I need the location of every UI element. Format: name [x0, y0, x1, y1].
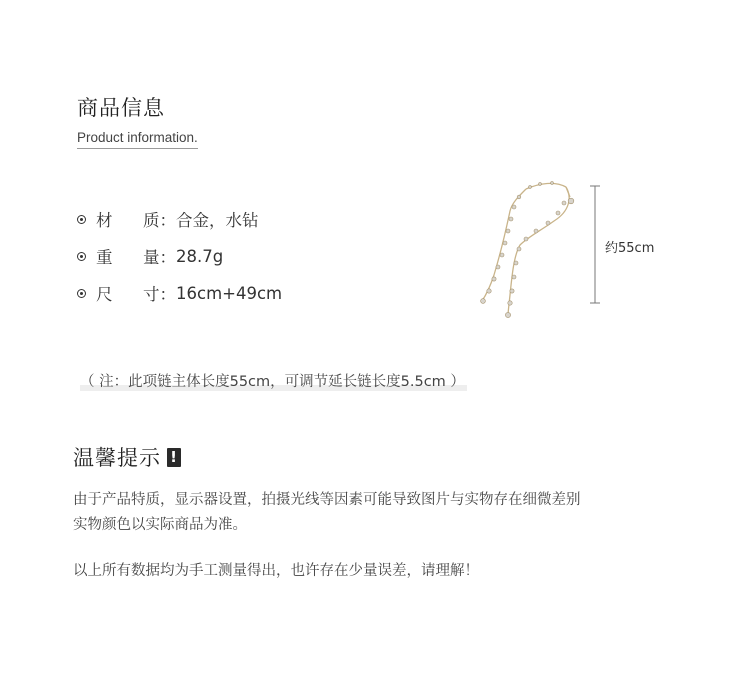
length-note: （ 注：此项链主体长度55cm，可调节延长链长度5.5cm ）: [80, 370, 467, 391]
dimension-label: 约55cm: [605, 241, 655, 256]
spec-label: 尺 寸：: [96, 285, 176, 304]
exclamation-icon: !: [167, 448, 181, 467]
product-info-title: 商品信息: [77, 96, 165, 120]
necklace-image: [470, 175, 670, 325]
product-info-subtitle: Product information.: [77, 130, 198, 149]
spec-value: 合金，水钻: [176, 211, 259, 230]
spec-row-weight: [77, 244, 223, 268]
radio-bullet-icon: [77, 252, 86, 261]
tips-paragraph-1: 由于产品特质，显示器设置，拍摄光线等因素可能导致图片与实物存在细微差别 实物颜色以实际商品为准。: [73, 492, 581, 533]
spec-value: 28.7g: [176, 246, 224, 266]
radio-bullet-icon: [77, 289, 86, 298]
tips-paragraph-2: 以上所有数据均为手工测量得出，也许存在少量误差，请理解！: [73, 563, 479, 579]
spec-value: 16cm+49cm: [176, 283, 283, 303]
tips-title: [73, 442, 181, 472]
spec-row-material: [77, 207, 259, 231]
radio-bullet-icon: [77, 215, 86, 224]
tips-title-text: 温馨提示: [73, 446, 161, 470]
spec-row-size: [77, 281, 282, 305]
spec-label: 重 量：: [96, 248, 176, 267]
spec-label: 材 质：: [96, 211, 176, 230]
